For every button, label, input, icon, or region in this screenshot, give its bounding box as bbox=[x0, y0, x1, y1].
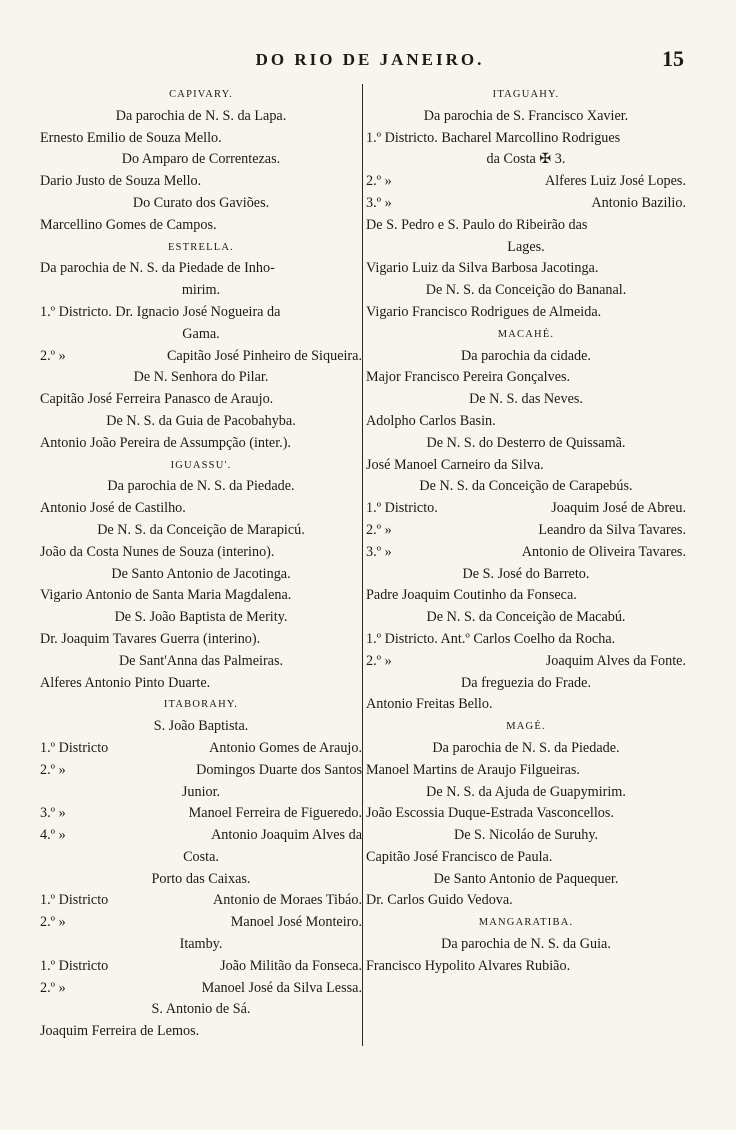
entry-line: Vigario Luiz da Silva Barbosa Jacotinga. bbox=[366, 260, 599, 277]
entry-line: Joaquim Ferreira de Lemos. bbox=[40, 1023, 200, 1040]
parish-title: De S. Nicoláo de Suruhy. bbox=[453, 827, 599, 844]
entry-line: 1.º Districto. Bacharel Marcollino Rodrigues bbox=[366, 129, 621, 146]
official-name: Antonio Joaquim Alves da bbox=[211, 827, 362, 844]
parish-title: De Santo Antonio de Jacotinga. bbox=[111, 565, 291, 582]
district-number: 2.º » bbox=[366, 652, 392, 669]
entry-line: Marcellino Gomes de Campos. bbox=[40, 216, 217, 233]
entry-line: 1.º Districto. Ant.º Carlos Coelho da Rocha. bbox=[366, 630, 616, 647]
official-name: Antonio Bazilio. bbox=[591, 194, 686, 211]
continuation-line: Gama. bbox=[182, 325, 220, 342]
entry-line: Antonio Freitas Bello. bbox=[366, 696, 493, 713]
entry-line: Antonio João Pereira de Assumpção (inter.). bbox=[40, 434, 291, 451]
column-divider bbox=[362, 84, 363, 1046]
official-name: Manoel Ferreira de Figueredo. bbox=[188, 805, 362, 822]
district-number: 2.º » bbox=[40, 914, 66, 931]
official-name: Antonio Gomes de Araujo. bbox=[209, 739, 362, 756]
district-entry bbox=[40, 738, 362, 760]
parish-title: Porto das Caixas. bbox=[151, 870, 251, 887]
entry-line: Dario Justo de Souza Mello. bbox=[40, 173, 202, 190]
entry-line: 1.º Districto. Dr. Ignacio José Nogueira da bbox=[40, 303, 281, 320]
district-entry bbox=[40, 760, 362, 782]
parish-title: De N. S. da Conceição de Marapicú. bbox=[97, 521, 305, 538]
district-entry bbox=[40, 803, 362, 825]
official-name: João Militão da Fonseca. bbox=[220, 957, 362, 974]
official-name: Manoel José Monteiro. bbox=[230, 914, 362, 931]
parish-title: De N. S. da Conceição de Carapebús. bbox=[419, 478, 633, 495]
entry-line: Capitão José Francisco de Paula. bbox=[366, 848, 553, 865]
right-column bbox=[366, 84, 686, 978]
section-heading: IGUASSU'. bbox=[170, 459, 232, 471]
section-heading: CAPIVARY. bbox=[169, 89, 233, 100]
district-number: 3.º » bbox=[366, 194, 392, 211]
entry-line: Capitão José Ferreira Panasco de Araujo. bbox=[40, 391, 274, 408]
parish-title: De N. S. das Neves. bbox=[469, 391, 583, 408]
parish-title: Da parochia de N. S. da Piedade. bbox=[432, 739, 620, 756]
entry-line: João da Costa Nunes de Souza (interino). bbox=[40, 543, 275, 560]
section-heading: MAGÉ. bbox=[506, 721, 546, 733]
left-column bbox=[40, 84, 362, 1043]
district-number: 1.º Districto. bbox=[366, 500, 438, 517]
parish-title: De Sant'Anna das Palmeiras. bbox=[118, 652, 284, 669]
district-entry bbox=[40, 825, 362, 847]
parish-title: Itamby. bbox=[179, 936, 223, 953]
entry-line: Dr. Joaquim Tavares Guerra (interino). bbox=[40, 630, 261, 647]
official-name: Leandro da Silva Tavares. bbox=[538, 521, 686, 538]
entry-line: Padre Joaquim Coutinho da Fonseca. bbox=[366, 587, 577, 604]
entry-line: De S. Pedro e S. Paulo do Ribeirão das bbox=[366, 216, 588, 233]
page-number: 15 bbox=[662, 46, 684, 71]
parish-title: De N. S. da Ajuda de Guapymirim. bbox=[426, 783, 626, 800]
district-number: 2.º » bbox=[40, 761, 66, 778]
entry-line: Vigario Francisco Rodrigues de Almeida. bbox=[366, 303, 602, 320]
continuation-line: Lages. bbox=[507, 238, 545, 255]
district-number: 2.º » bbox=[40, 979, 66, 996]
district-entry bbox=[366, 651, 686, 673]
parish-title: De Santo Antonio de Paquequer. bbox=[433, 870, 619, 887]
entry-line: Francisco Hypolito Alvares Rubião. bbox=[366, 957, 571, 974]
parish-title: Do Curato dos Gaviões. bbox=[132, 194, 270, 211]
section-heading: ITAGUAHY. bbox=[492, 89, 560, 100]
parish-title: De S. João Baptista de Merity. bbox=[114, 609, 288, 626]
parish-title: Da parochia de N. S. da Guia. bbox=[441, 936, 611, 953]
continuation-line: Junior. bbox=[181, 783, 221, 800]
parish-title: Da freguezia do Frade. bbox=[461, 674, 591, 691]
section-heading: ESTRELLA. bbox=[168, 241, 234, 253]
district-entry bbox=[40, 890, 362, 912]
continuation-line: mirim. bbox=[181, 282, 221, 299]
district-number: 1.º Districto bbox=[40, 957, 109, 974]
district-number: 2.º » bbox=[366, 521, 392, 538]
entry-line: Adolpho Carlos Basin. bbox=[366, 412, 496, 429]
continuation-line: Costa. bbox=[183, 848, 219, 865]
district-number: 2.º » bbox=[40, 347, 66, 364]
district-entry bbox=[40, 346, 362, 368]
parish-title: De N. S. da Conceição do Bananal. bbox=[425, 282, 627, 299]
district-number: 3.º » bbox=[366, 543, 392, 560]
official-name: Alferes Luiz José Lopes. bbox=[544, 173, 686, 190]
parish-title: Da parochia de S. Francisco Xavier. bbox=[423, 107, 629, 124]
district-number: 1.º Districto bbox=[40, 892, 109, 909]
section-heading: MACAHÉ. bbox=[497, 328, 555, 340]
district-number: 1.º Districto bbox=[40, 739, 109, 756]
official-name: Manoel José da Silva Lessa. bbox=[201, 979, 362, 996]
official-name: Antonio de Moraes Tibáo. bbox=[213, 892, 362, 909]
parish-title: De N. S. do Desterro de Quissamã. bbox=[426, 434, 626, 451]
entry-line: Dr. Carlos Guido Vedova. bbox=[366, 892, 513, 909]
entry-line: Manoel Martins de Araujo Filgueiras. bbox=[366, 761, 580, 778]
page-header bbox=[0, 46, 736, 78]
district-entry bbox=[366, 542, 686, 564]
continuation-line: da Costa ✠ 3. bbox=[486, 151, 566, 168]
section-heading: MANGARATIBA. bbox=[478, 917, 574, 929]
parish-title: De S. José do Barreto. bbox=[462, 565, 590, 582]
district-entry bbox=[366, 498, 686, 520]
official-name: Joaquim Alves da Fonte. bbox=[545, 652, 686, 669]
district-number: 4.º » bbox=[40, 827, 66, 844]
parish-title: Da parochia de N. S. da Lapa. bbox=[115, 107, 287, 124]
parish-title: S. João Baptista. bbox=[153, 718, 249, 735]
parish-title: De N. S. da Guia de Pacobahyba. bbox=[106, 412, 296, 429]
parish-title: Do Amparo de Correntezas. bbox=[121, 151, 281, 168]
official-name: Joaquim José de Abreu. bbox=[551, 500, 686, 517]
district-entry bbox=[40, 978, 362, 1000]
parish-title: Da parochia de N. S. da Piedade. bbox=[107, 478, 295, 495]
parish-title: De N. Senhora do Pilar. bbox=[133, 369, 269, 386]
entry-line: Antonio José de Castilho. bbox=[40, 500, 186, 517]
official-name: Capitão José Pinheiro de Siqueira. bbox=[166, 347, 362, 364]
district-number: 2.º » bbox=[366, 173, 392, 190]
district-entry bbox=[40, 912, 362, 934]
running-title: DO RIO DE JANEIRO. bbox=[255, 50, 485, 69]
parish-title: Da parochia da cidade. bbox=[461, 347, 591, 364]
entry-line: Alferes Antonio Pinto Duarte. bbox=[40, 674, 211, 691]
district-entry bbox=[366, 520, 686, 542]
district-entry bbox=[366, 193, 686, 215]
district-number: 3.º » bbox=[40, 805, 66, 822]
district-entry bbox=[366, 171, 686, 193]
entry-line: Da parochia de N. S. da Piedade de Inho- bbox=[40, 260, 275, 277]
official-name: Antonio de Oliveira Tavares. bbox=[521, 543, 686, 560]
entry-line: João Escossia Duque-Estrada Vasconcellos. bbox=[366, 805, 614, 822]
district-entry bbox=[40, 956, 362, 978]
section-heading: ITABORAHY. bbox=[163, 699, 239, 711]
entry-line: Ernesto Emilio de Souza Mello. bbox=[40, 129, 222, 146]
official-name: Domingos Duarte dos Santos bbox=[196, 761, 362, 778]
parish-title: S. Antonio de Sá. bbox=[151, 1001, 251, 1018]
parish-title: De N. S. da Conceição de Macabú. bbox=[426, 609, 626, 626]
entry-line: Major Francisco Pereira Gonçalves. bbox=[366, 369, 571, 386]
entry-line: José Manoel Carneiro da Silva. bbox=[366, 456, 544, 473]
entry-line: Vigario Antonio de Santa Maria Magdalena. bbox=[40, 587, 292, 604]
